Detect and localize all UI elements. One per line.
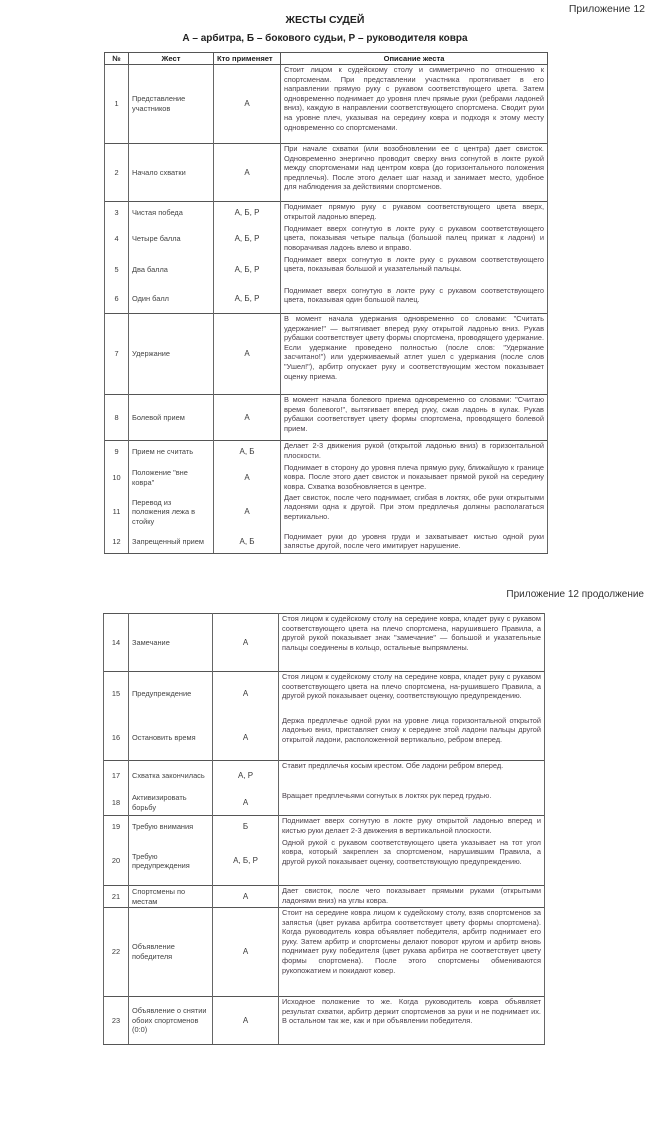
- table-row: [105, 532, 548, 554]
- row-description: Стоя лицом к судейскому столу на середине ковра, кладет руку с рукавом соответствующего цвета на плечо спортсмена, нарушившего Правила, а другой рукой показывает знак "замечание" — большой и указательные пальцы соединены в кольцо, остальные выпрямлены.: [279, 614, 545, 672]
- row-gesture: Запрещенный прием: [129, 532, 214, 554]
- row-description: Поднимает вверх согнутую в локте руку с рукавом соответствующего цвета, показывая четыре пальца (большой палец прижат к ладони) и поворачивая ладонь влево и вправо.: [281, 224, 548, 255]
- header-description: Описание жеста: [281, 53, 548, 65]
- row-number: 9: [105, 441, 129, 463]
- table-row: [104, 716, 545, 761]
- table-row: [105, 286, 548, 314]
- row-description: Дает свисток, после чего показывает прямыми руками (открытыми ладонями вниз) на углы ковра.: [279, 886, 545, 908]
- appendix-label: Приложение 12: [568, 3, 645, 15]
- row-who: А: [213, 886, 279, 908]
- row-number: 14: [104, 614, 129, 672]
- table-row: [104, 908, 545, 997]
- row-who: А: [214, 314, 281, 395]
- row-gesture: Один балл: [129, 286, 214, 314]
- row-who: А, Б, Р: [214, 255, 281, 286]
- gestures-table-1: [104, 52, 548, 554]
- row-description: Дает свисток, после чего поднимает, сгибая в локтях, обе руки открытыми ладонями одна к другой. При этом предплечья должны располагаться вертикально.: [281, 493, 548, 532]
- row-number: 11: [105, 493, 129, 532]
- row-who: А, Р: [213, 761, 279, 791]
- row-gesture: Положение "вне ковра": [129, 463, 214, 493]
- row-who: А, Б, Р: [214, 286, 281, 314]
- row-gesture: Удержание: [129, 314, 214, 395]
- row-description: При начале схватки (или возобновлении ее с центра) дает свисток. Одновременно энергично проводит сверху вниз согнутой в локте рукой между спортсменами над центром ковра (до горизонтального положения предплечья). После этого делает шаг назад и занимает место, удобное для наблюдения за действиями спортсменов.: [281, 144, 548, 202]
- row-number: 19: [104, 816, 129, 838]
- header-who: Кто применяет: [214, 53, 281, 65]
- row-description: Поднимает вверх согнутую в локте руку с рукавом соответствующего цвета, показывая один большой палец.: [281, 286, 548, 314]
- row-gesture: Остановить время: [129, 716, 213, 761]
- row-description: Держа предплечье одной руки на уровне лица горизонтальной открытой ладонью вниз, приставляет снизу к середине этой ладони пальцы другой открытой ладони, расположенной вертикально, ребром вперед.: [279, 716, 545, 761]
- table-row: [105, 493, 548, 532]
- row-number: 16: [104, 716, 129, 761]
- row-who: А: [214, 463, 281, 493]
- row-number: 7: [105, 314, 129, 395]
- page-title: ЖЕСТЫ СУДЕЙ: [285, 14, 365, 26]
- row-description: Одной рукой с рукавом соответствующего цвета указывает на тот угол ковра, который закреплен за спортсменом, нарушившим Правила, а другой рукой показывает оценку, соответствующую предупреждению.: [279, 838, 545, 886]
- table-row: [104, 791, 545, 816]
- table-row: [104, 997, 545, 1045]
- row-gesture: Спортсмены по местам: [129, 886, 213, 908]
- row-gesture: Перевод из положения лежа в стойку: [129, 493, 214, 532]
- table-row: [105, 441, 548, 463]
- page-subtitle: А – арбитра, Б – бокового судьи, Р – руководителя ковра: [182, 33, 468, 44]
- row-gesture: Требую внимания: [129, 816, 213, 838]
- row-number: 23: [104, 997, 129, 1045]
- table-row: [105, 395, 548, 441]
- table-header-row: [105, 53, 548, 65]
- row-gesture: Предупреждение: [129, 672, 213, 716]
- row-gesture: Объявление о снятии обоих спортсменов (0:0): [129, 997, 213, 1045]
- row-description: Поднимает вверх согнутую в локте руку открытой ладонью вперед и кистью руки делает 2-3 движения в вертикальной плоскости.: [279, 816, 545, 838]
- table-row: [104, 886, 545, 908]
- row-gesture: Активизировать борьбу: [129, 791, 213, 816]
- row-gesture: Чистая победа: [129, 202, 214, 224]
- table-row: [104, 614, 545, 672]
- row-description: Исходное положение то же. Когда руководитель ковра объявляет результат схватки, арбитр держит спортсменов за руки и не поднимает их. В остальном так же, как и при объявлении победителя.: [279, 997, 545, 1045]
- row-description: Стоя лицом к судейскому столу на середине ковра, кладет руку с рукавом соответствующего цвета на плечо спортсмена, на-рушившего Правила, а другой рукой показывает оценку, соответствующую предупреждению.: [279, 672, 545, 716]
- row-who: Б: [213, 816, 279, 838]
- row-number: 22: [104, 908, 129, 997]
- row-gesture: Требую предупреждения: [129, 838, 213, 886]
- gestures-table-2: [103, 613, 545, 1045]
- row-who: А: [213, 672, 279, 716]
- row-who: А: [214, 493, 281, 532]
- row-number: 1: [105, 65, 129, 144]
- row-who: А: [214, 144, 281, 202]
- row-description: Ставит предплечья косым крестом. Обе ладони ребром вперед.: [279, 761, 545, 791]
- row-number: 18: [104, 791, 129, 816]
- table-row: [104, 761, 545, 791]
- table-row: [105, 202, 548, 224]
- row-gesture: Четыре балла: [129, 224, 214, 255]
- row-gesture: Два балла: [129, 255, 214, 286]
- table-row: [105, 314, 548, 395]
- header-number: №: [105, 53, 129, 65]
- row-number: 15: [104, 672, 129, 716]
- row-gesture: Начало схватки: [129, 144, 214, 202]
- row-who: А, Б, Р: [214, 202, 281, 224]
- row-description: Стоит лицом к судейскому столу и симметрично по отношению к спортсменам. При представлении участника протягивает в его направлении прямую руку с рукавом соответствующего цвета. Затем одновременно поднимает до уровня плеч прямые руки (ребрами ладоней вниз), каждую в направлении соответствующего спортсмена. Сводит руки на уровне плеч, указывая на середину ковра и подходя к этому месту одновременно со спортсменами.: [281, 65, 548, 144]
- row-who: А: [213, 908, 279, 997]
- table-row: [105, 463, 548, 493]
- table-row: [105, 65, 548, 144]
- row-description: В момент начала болевого приема одновременно со словами: "Считаю время болевого!", вытягивает вперед руку, сжав ладонь в кулак. Рукав рубашки соответствует цвету формы спортсмена, проводящего болевой прием.: [281, 395, 548, 441]
- row-gesture: Замечание: [129, 614, 213, 672]
- row-who: А: [213, 614, 279, 672]
- row-number: 2: [105, 144, 129, 202]
- row-number: 12: [105, 532, 129, 554]
- row-description: В момент начала удержания одновременно со словами: "Считать удержание!" — вытягивает вперед руку открытой ладонью вниз. Рукав рубашки соответствует цвету формы спортсмена, проводящего удержание. Если удержание проведено полностью (после слов: "Удержание засчитано!") или удерживаемый атлет ушел с удержания (после слов "Ушел!"), арбитр опускает руку и соответствующим жестом показывает оценку приема.: [281, 314, 548, 395]
- row-number: 5: [105, 255, 129, 286]
- row-who: А: [214, 65, 281, 144]
- row-description: Поднимает руки до уровня груди и захватывает кистью одной руки запястье другой, после чего имитирует нарушение.: [281, 532, 548, 554]
- header-gesture: Жест: [129, 53, 214, 65]
- row-number: 17: [104, 761, 129, 791]
- row-number: 10: [105, 463, 129, 493]
- row-who: А: [213, 791, 279, 816]
- row-gesture: Представление участников: [129, 65, 214, 144]
- row-who: А: [213, 716, 279, 761]
- row-who: А, Б, Р: [213, 838, 279, 886]
- table-row: [105, 224, 548, 255]
- row-gesture: Объявление победителя: [129, 908, 213, 997]
- row-description: Поднимает прямую руку с рукавом соответствующего цвета вверх, открытой ладонью вперед.: [281, 202, 548, 224]
- row-who: А, Б: [214, 532, 281, 554]
- row-description: Стоит на середине ковра лицом к судейскому столу, взяв спортсменов за запястья (цвет рукава арбитра соответствует цвету формы спортсмена). Когда руководитель ковра объявляет победителя, арбитр поднимает его руку. Затем арбитр и спортсмены делают поворот кругом и арбитр вновь поднимает руку победителя (цвет рукава арбитра не соответствует цвету формы спортсмена). После этого спортсмены обмениваются рукопожатием и покидают ковер.: [279, 908, 545, 997]
- table-row: [104, 838, 545, 886]
- row-who: А, Б: [214, 441, 281, 463]
- row-gesture: Схватка закончилась: [129, 761, 213, 791]
- row-number: 6: [105, 286, 129, 314]
- table-row: [104, 672, 545, 716]
- row-description: Поднимает вверх согнутую в локте руку с рукавом соответствующего цвета, показывая большой и указательный пальцы.: [281, 255, 548, 286]
- row-who: А: [214, 395, 281, 441]
- table-row: [105, 144, 548, 202]
- row-gesture: Прием не считать: [129, 441, 214, 463]
- row-description: Делает 2-3 движения рукой (открытой ладонью вниз) в горизонтальной плоскости.: [281, 441, 548, 463]
- row-description: Поднимает в сторону до уровня плеча прямую руку, ближайшую к границе ковра. После этого дает свисток и показывает прямой рукой на середину ковра. Схватка возобновляется в центре.: [281, 463, 548, 493]
- row-number: 20: [104, 838, 129, 886]
- row-number: 8: [105, 395, 129, 441]
- row-number: 3: [105, 202, 129, 224]
- row-gesture: Болевой прием: [129, 395, 214, 441]
- table-row: [104, 816, 545, 838]
- row-who: А, Б, Р: [214, 224, 281, 255]
- row-number: 21: [104, 886, 129, 908]
- table-row: [105, 255, 548, 286]
- appendix-continuation-label: Приложение 12 продолжение: [506, 589, 644, 600]
- row-who: А: [213, 997, 279, 1045]
- row-description: Вращает предплечьями согнутых в локтях рук перед грудью.: [279, 791, 545, 816]
- row-number: 4: [105, 224, 129, 255]
